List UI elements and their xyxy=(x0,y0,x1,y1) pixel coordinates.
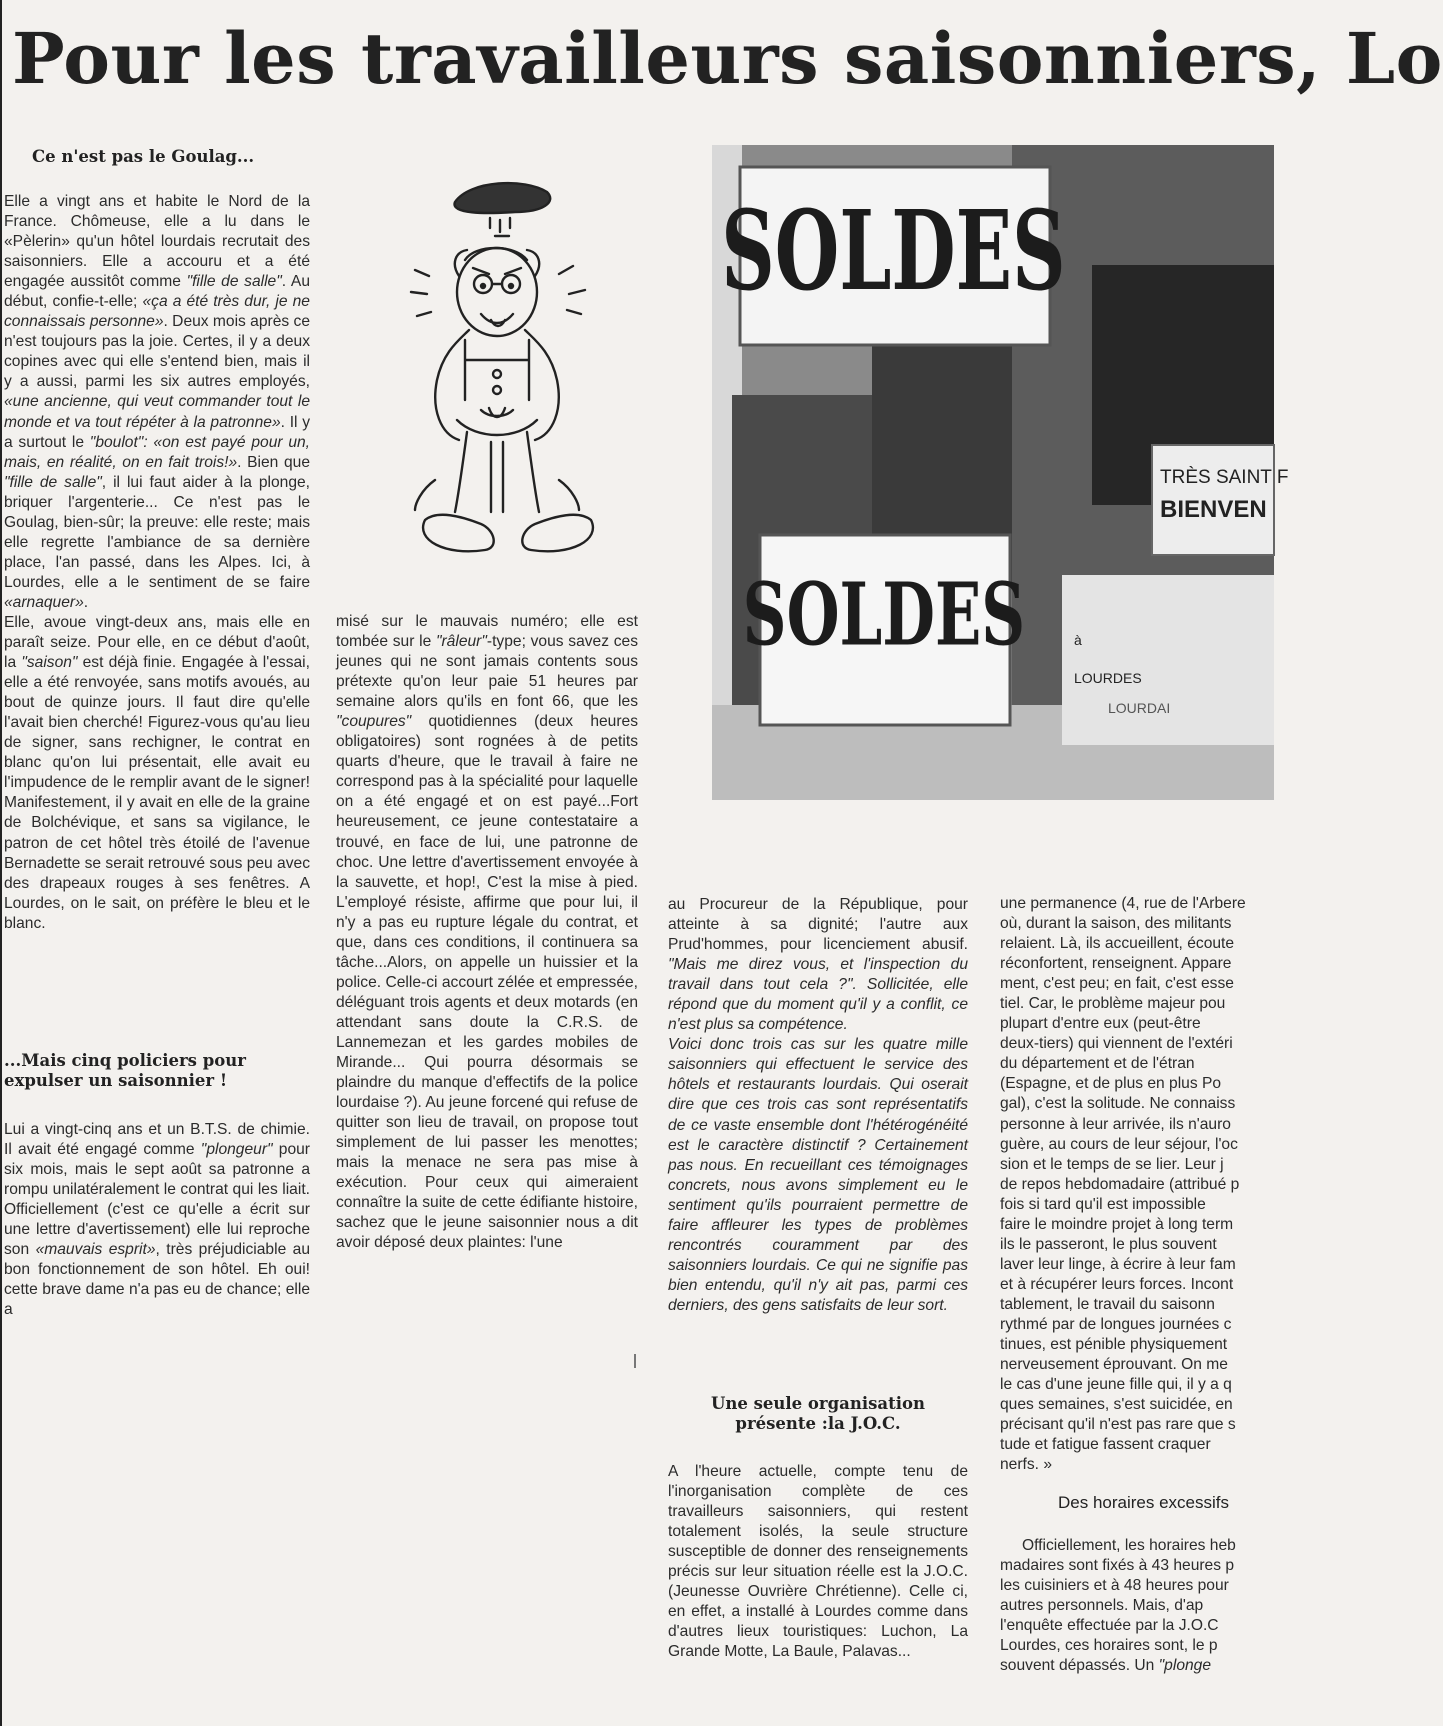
article-column-1 xyxy=(4,192,310,1033)
text-line: réconfortent, renseignent. Appare xyxy=(1000,955,1232,973)
text-run: -type; vous savez ces jeunes qui ne sont jamais contents sous prétexte qu'on leur paie 51 heures par semaine alors qu'ils en font 66, que les xyxy=(336,633,638,711)
text-line: personne à leur arrivée, ils n'auro xyxy=(1000,1115,1231,1133)
section-heading-joc: Une seule organisation présente :la J.O.C. xyxy=(711,1394,925,1433)
text-line: nerveusement éprouvant. On me xyxy=(1000,1356,1228,1374)
article-column-2 xyxy=(336,612,638,1347)
paragraph-2 xyxy=(4,613,310,934)
italic-run: "fille de salle" xyxy=(4,473,102,491)
text-line: précisant qu'il n'est pas rare que s xyxy=(1000,1416,1236,1434)
text-line: guère, au cours de leur séjour, l'oc xyxy=(1000,1135,1238,1153)
text-line: où, durant la saison, des militants xyxy=(1000,915,1232,933)
text-line: nerfs. » xyxy=(1000,1456,1053,1474)
text-line: souvent dépassés. Un "plonge xyxy=(1000,1657,1212,1675)
welcome-sign-line-1: TRÈS SAINT F xyxy=(1160,467,1289,488)
section-heading-goulag: Ce n'est pas le Goulag... xyxy=(32,147,255,166)
text-run: est déjà finie. Engagée à l'essai, elle a été renvoyée, sans motifs avoués, au bout de quinze jours. Il faut dire qu'elle l'avait bien cherché! Figurez-vous qu'au lieu de signer, sans rechigner, le contrat en blanc qu'on lui présentait, elle avait eu l'impudence de le remplir avant de le signer! Manifestement, il y avait en elle de la graine de Bolchévique, et sans sa vigilance, le patron de cet hôtel très étoilé de l'avenue Bernadette se serait retrouvé sous peu avec des drapeaux rouges à ses fenêtres. A Lourdes, on le sait, on préfère le bleu et le blanc. xyxy=(4,654,310,932)
text-run: misé sur le mauvais numéro; elle est tombée sur le xyxy=(336,613,638,651)
text-run: . xyxy=(83,593,89,611)
text-line: faire le moindre projet à long term xyxy=(1000,1215,1234,1233)
italic-run: "fille de salle" xyxy=(186,273,282,291)
section-heading-policiers: ...Mais cinq policiers pour expulser un saisonnier ! xyxy=(4,1051,246,1090)
text-run: Lui a vingt-cinq ans et un B.T.S. de chimie. Il avait été engagé comme xyxy=(4,1121,310,1159)
italic-run: "plongeur" xyxy=(200,1141,273,1159)
text-line: gal), c'est la solitude. Ne connaiss xyxy=(1000,1095,1236,1113)
shop-window-photo xyxy=(712,145,1289,800)
text-run: . Deux mois après ce n'est toujours pas la joie. Certes, il y a deux copines avec qui elle s'entend bien, mais il y a aussi, parmi les six autres employés, xyxy=(4,313,310,391)
text-run: quotidiennes (deux heures obligatoires) sont rognées à de petits quarts d'heure, que le travail à faire ne correspond pas à la spécialité pour laquelle on a été engagé et on est payé...Fort heureusement, ce jeune contestataire a trouvé, en face de lui, une patronne de choc. Une lettre d'avertissement envoyée à la sauvette, et hop!, C'est la mise à pied. L'employé résiste, affirme que pour lui, il n'y a pas eu rupture légale du contrat, et que, dans ces conditions, il continuera sa tâche...Alors, on appelle un huissier et la police. Celle-ci accourt zélée et empressée, déléguant trois agents et deux motards (en attendant sans doute la C.R.S. de Lannemezan et les gardes mobiles de Mirande... Qui pourra désormais se plaindre du manque d'effectifs de la police lourdaise ?). Au jeune forcené qui refuse de quitter son lieu de travail, on propose tout simplement de lui passer les menottes; mais la menace ne sera pas mise à exécution. Pour ceux qui aimeraient connaître la suite de cette édifiante histoire, sachez que le jeune saisonnier nous a dit avoir déposé deux plaintes: l'une xyxy=(336,713,638,1252)
col4-lines xyxy=(1000,894,1274,1475)
page-edge xyxy=(0,0,2,1726)
text-line: Officiellement, les horaires heb xyxy=(1022,1537,1236,1554)
paragraph-3 xyxy=(4,1120,310,1320)
soldes-sign-bottom-text: SOLDES xyxy=(742,563,1026,666)
text-line: laver leur linge, à écrire à leur fam xyxy=(1000,1255,1236,1273)
paragraph-col3-3 xyxy=(668,1462,968,1662)
paragraph-col3-2: Voici donc trois cas sur les quatre mille saisonniers qui effectuent le service des hôtels et restaurants lourdais. Qui oserait dire que ces trois cas sont représentatifs de ce vaste ensemble dont l'hétérogénéité est le caractère distinctif ? Certainement pas nous. En recueillant ces témoignages concrets, nous avons simplement eu le sentiment qu'ils pourraient permettre de faire affleurer les types de problèmes rencontrés couramment par des saisonniers lourdais. Ce qui ne signifie pas bien entendu, qu'il n'y ait pas, parmi ces derniers, des gens satisfaits de leur sort. xyxy=(668,1036,968,1314)
italic-run: "râleur" xyxy=(435,633,487,651)
page-headline: Pour les travailleurs saisonniers, Lo xyxy=(12,17,1443,100)
text-line: madaires sont fixés à 43 heures p xyxy=(1000,1557,1235,1575)
text-line: tude et fatigue fassent craquer xyxy=(1000,1436,1211,1454)
italic-run: "Mais me direz vous, et l'inspection du travail dans tout cela ?". Sollicitée, elle répond que du moment qu'il y a conflit, ce n'est plus sa compétence. xyxy=(668,956,968,1034)
italic-run: "coupures" xyxy=(336,713,412,731)
paragraph-col2 xyxy=(336,612,638,1254)
section-heading-horaires: Des horaires excessifs xyxy=(1058,1493,1230,1512)
worried-man-drawing xyxy=(411,183,593,551)
text-line: tinues, est pénible physiquement xyxy=(1000,1336,1228,1354)
text-run: . Au début, confie-t-elle; xyxy=(4,273,310,311)
text-line: tablement, le travail du saisonn xyxy=(1000,1295,1215,1313)
article-column-4 xyxy=(1000,894,1274,1484)
text-line: l'enquête effectuée par la J.O.C xyxy=(1000,1617,1219,1635)
italic-run: «arnaquer» xyxy=(4,593,84,611)
soldes-sign-top xyxy=(721,167,1065,345)
cartoon-illustration xyxy=(395,180,620,560)
italic-run: "plonge xyxy=(1158,1657,1212,1675)
text-run: Elle, avoue vingt-deux ans, mais elle en paraît seize. Pour elle, en ce début d'août, la xyxy=(4,613,310,672)
italic-run: "boulot": «on est payé pour un, mais, en réalité, on en fait trois!» xyxy=(4,433,311,471)
lourdes-sign-line-3: LOURDAI xyxy=(1108,700,1171,716)
text-line: du département et de l'étran xyxy=(1000,1055,1195,1073)
lourdes-sign xyxy=(1062,575,1274,745)
text-line: ment, c'est peu; en fait, c'est esse xyxy=(1000,975,1234,993)
text-run: pour six mois, mais le sept août sa patronne a rompu unilatéralement le contrat qui les liait. Officiellement (c'est ce qu'elle a écrit sur une lettre d'avertissement) elle lui reproche son xyxy=(4,1141,310,1259)
text-line: (Espagne, et de plus en plus Po xyxy=(1000,1075,1222,1093)
text-line: deux-tiers) qui viennent de l'extéri xyxy=(1000,1035,1233,1053)
text-run: A l'heure actuelle, compte tenu de l'inorganisation complète de ces travailleurs saisonniers, qui restent totalement isolés, la seule structure susceptible de donner des renseignements précis sur leur situation réelle est la J.O.C. (Jeunesse Ouvrière Chrétienne). Celle ci, en effet, a installé à Lourdes comme dans d'autres lieux touristiques: Luchon, La Grande Motte, La Baule, Palavas... xyxy=(668,1463,968,1661)
article-column-1-bottom xyxy=(4,1120,310,1345)
text-line: plupart d'entre eux (peut-être xyxy=(1000,1015,1201,1033)
welcome-sign xyxy=(1152,445,1288,555)
text-line: relaient. Là, ils accueillent, écoute xyxy=(1000,935,1235,953)
text-line: de repos hebdomadaire (attribué p xyxy=(1000,1175,1240,1193)
italic-run: «ça a été très dur, je ne connaissais personne» xyxy=(4,293,310,331)
text-line: Lourdes, ces horaires sont, le p xyxy=(1000,1637,1218,1655)
article-column-3 xyxy=(668,895,968,1371)
lourdes-sign-line-1: à xyxy=(1074,632,1082,648)
text-run: , très préjudiciable au bon fonctionnement de son hôtel. Eh oui! cette brave dame n'a pas eu de chance; elle a xyxy=(4,1241,310,1319)
soldes-sign-top-text: SOLDES xyxy=(721,187,1066,317)
text-run: , il lui faut aider à la plonge, briquer l'argenterie... Ce n'est pas le Goulag, bien-sûr; la preuve: elle reste; mais elle regrette l'ambiance de sa dernière place, l'an passé, dans les Alpes. Ici, à Lourdes, elle a le sentiment de se faire xyxy=(4,473,310,591)
text-line: les cuisiniers et à 48 heures pour xyxy=(1000,1577,1229,1595)
col4-lines-bottom xyxy=(1000,1536,1274,1676)
text-line: fois si tard qu'il est impossible xyxy=(1000,1195,1206,1213)
text-line: ils le passeront, le plus souvent xyxy=(1000,1235,1217,1253)
paragraph-col3-1 xyxy=(668,895,968,1035)
text-run: au Procureur de la République, pour atteinte à sa dignité; l'autre aux Prud'hommes, pour licenciement abusif. xyxy=(668,896,968,954)
italic-run: «mauvais esprit» xyxy=(35,1241,156,1259)
paragraph-1 xyxy=(4,192,310,613)
page-mark xyxy=(634,1354,636,1368)
text-run: Elle a vingt ans et habite le Nord de la France. Chômeuse, elle a lu dans le «Pèlerin» qu'un hôtel lourdais recrutait des saisonniers. Elle a accouru et a été engagée aussitôt comme xyxy=(4,193,310,291)
text-line: une permanence (4, rue de l'Arbere xyxy=(1000,895,1246,912)
soldes-sign-bottom xyxy=(743,535,1026,725)
article-column-4-bottom xyxy=(1000,1536,1274,1696)
text-line: tiel. Car, le problème majeur pou xyxy=(1000,995,1226,1013)
italic-run: "saison" xyxy=(21,654,78,672)
text-line: le cas d'une jeune fille qui, il y a q xyxy=(1000,1376,1232,1394)
italic-run: «une ancienne, qui veut commander tout le monde et va tout répéter à la patronne» xyxy=(4,393,310,431)
text-run: . Il y a surtout le xyxy=(4,413,310,451)
text-line: autres personnels. Mais, d'ap xyxy=(1000,1597,1204,1615)
text-line: et à récupérer leurs forces. Incont xyxy=(1000,1275,1234,1293)
text-line: rythmé par de longues journées c xyxy=(1000,1315,1232,1333)
lourdes-sign-line-2: LOURDES xyxy=(1074,670,1142,686)
text-line: sion et le temps de se lier. Leur j xyxy=(1000,1155,1224,1173)
welcome-sign-line-2: BIENVEN xyxy=(1160,496,1267,523)
text-line: ques semaines, s'est suicidée, en xyxy=(1000,1396,1233,1414)
text-run: . Bien que xyxy=(237,453,310,471)
article-column-3-bottom xyxy=(668,1462,968,1702)
